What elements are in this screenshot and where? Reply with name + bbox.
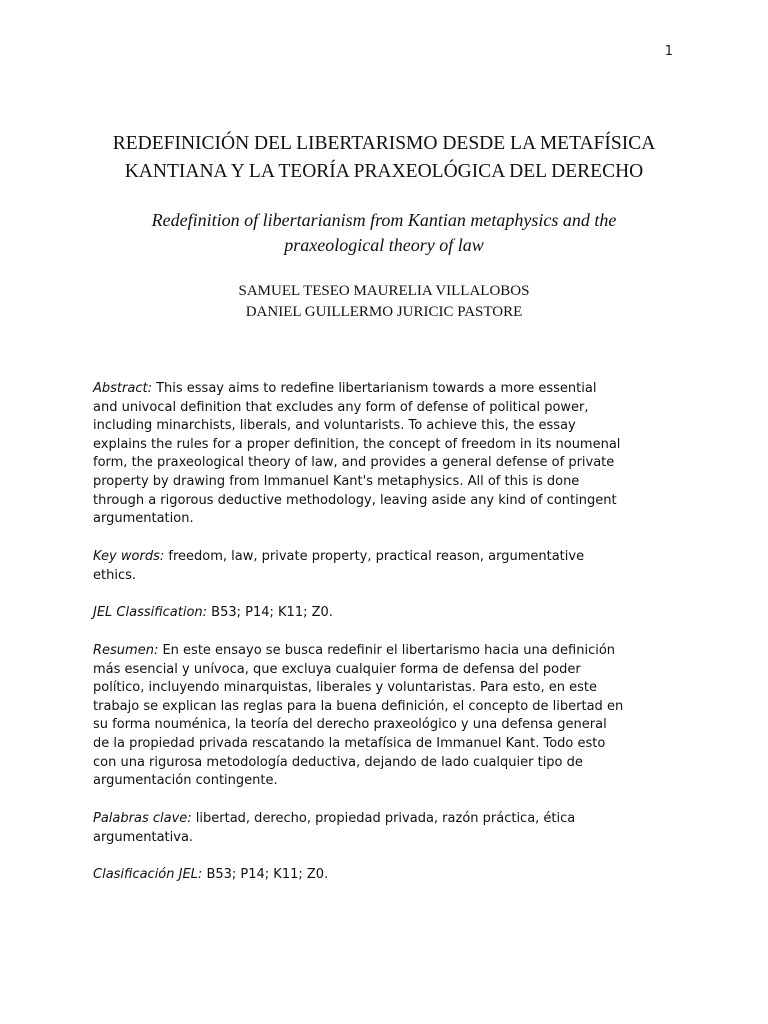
abstract-line: explains the rules for a proper definition, the concept of freedom in its noumenal bbox=[93, 436, 621, 452]
title-line-2: KANTIANA Y LA TEORÍA PRAXEOLÓGICA DEL DERECHO bbox=[124, 161, 644, 182]
abstract-section bbox=[93, 380, 683, 529]
resumen-line: más esencial y unívoca, que excluya cualquier forma de defensa del poder bbox=[93, 661, 581, 677]
resumen-line: su forma nouménica, la teoría del derecho praxeológico y una defensa general bbox=[93, 717, 607, 733]
abstract-line: form, the praxeological theory of law, and provides a general defense of private bbox=[93, 455, 615, 471]
subtitle-line-1: Redefinition of libertarianism from Kantian metaphysics and the bbox=[151, 210, 617, 230]
clasificacion-jel-label: Clasificación JEL: bbox=[93, 867, 203, 882]
abstract-line: through a rigorous deductive methodology, leaving aside any kind of contingent bbox=[93, 492, 617, 508]
jel-label: JEL Classification: bbox=[93, 605, 208, 620]
abstract-line: argumentation. bbox=[93, 511, 194, 527]
palabras-clave-label: Palabras clave: bbox=[93, 811, 192, 826]
author-list bbox=[60, 281, 708, 323]
palabras-clave-line: Palabras clave: libertad, derecho, propiedad privada, razón práctica, ética bbox=[93, 811, 576, 826]
keywords-section bbox=[93, 548, 683, 585]
resumen-line: trabajo se explican las reglas para la buena definición, el concepto de libertad en bbox=[93, 698, 624, 714]
abstract-label: Abstract: bbox=[93, 381, 152, 396]
jel-section bbox=[93, 604, 683, 623]
clasificacion-jel-section bbox=[93, 866, 683, 885]
paper-title bbox=[60, 130, 708, 186]
subtitle-line-2: praxeological theory of law bbox=[284, 235, 484, 255]
author-name: SAMUEL TESEO MAURELIA VILLALOBOS bbox=[238, 283, 530, 299]
resumen-line: Resumen: En este ensayo se busca redefinir el libertarismo hacia una definición bbox=[93, 643, 616, 658]
abstract-line: and univocal definition that excludes any form of defense of political power, bbox=[93, 399, 589, 415]
resumen-line: con una rigurosa metodología deductiva, dejando de lado cualquier tipo de bbox=[93, 754, 583, 770]
palabras-clave-section bbox=[93, 810, 683, 847]
abstract-line: property by drawing from Immanuel Kant's metaphysics. All of this is done bbox=[93, 473, 580, 489]
palabras-clave-line: argumentativa. bbox=[93, 829, 194, 845]
abstract-line: including minarchists, liberals, and voluntarists. To achieve this, the essay bbox=[93, 418, 576, 434]
resumen-line: de la propiedad privada rescatando la metafísica de Immanuel Kant. Todo esto bbox=[93, 735, 606, 751]
keywords-label: Key words: bbox=[93, 549, 165, 564]
resumen-section bbox=[93, 642, 683, 791]
keywords-line: ethics. bbox=[93, 567, 136, 583]
resumen-line: argumentación contingente. bbox=[93, 773, 278, 789]
page-number: 1 bbox=[664, 44, 673, 59]
clasificacion-jel-line: Clasificación JEL: B53; P14; K11; Z0. bbox=[93, 867, 329, 882]
author-name: DANIEL GUILLERMO JURICIC PASTORE bbox=[245, 304, 523, 320]
resumen-label: Resumen: bbox=[93, 643, 159, 658]
keywords-line: Key words: freedom, law, private property, practical reason, argumentative bbox=[93, 549, 585, 564]
title-line-1: REDEFINICIÓN DEL LIBERTARISMO DESDE LA METAFÍSICA bbox=[112, 133, 656, 154]
jel-line: JEL Classification: B53; P14; K11; Z0. bbox=[93, 605, 333, 620]
resumen-line: político, incluyendo minarquistas, liberales y voluntaristas. Para esto, en este bbox=[93, 680, 597, 696]
abstract-line: Abstract: This essay aims to redefine libertarianism towards a more essential bbox=[93, 381, 597, 396]
paper-subtitle bbox=[60, 208, 708, 258]
